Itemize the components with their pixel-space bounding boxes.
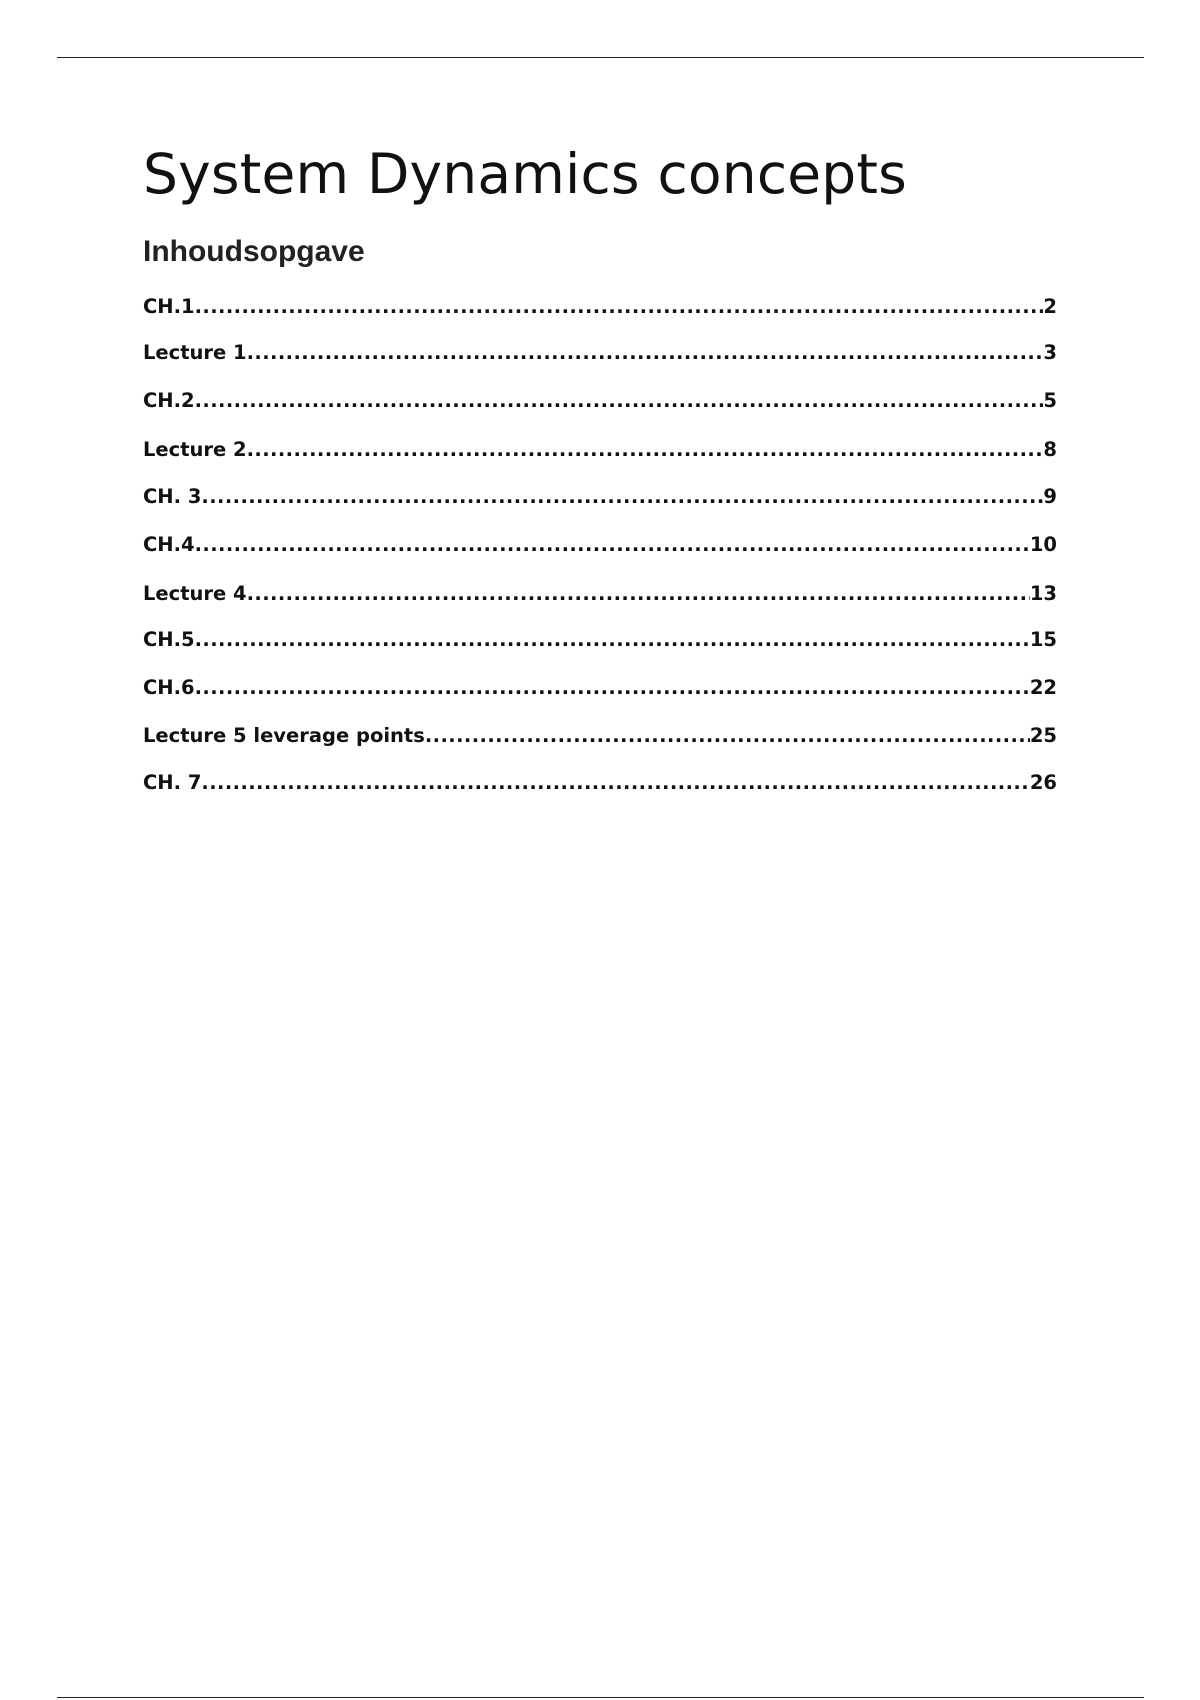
toc-entry-page: 22	[1029, 676, 1057, 699]
toc-dot-leader	[195, 627, 1030, 653]
toc-entry-page: 15	[1029, 628, 1057, 651]
toc-entry[interactable]	[143, 484, 1057, 510]
toc-heading: Inhoudsopgave	[143, 235, 365, 268]
toc-entry-label: CH.1	[143, 295, 195, 318]
toc-entry-label: Lecture 2	[143, 438, 247, 461]
header-rule	[57, 57, 1144, 58]
toc-dot-leader	[247, 340, 1044, 366]
toc-dot-leader	[247, 581, 1030, 607]
toc-entry-label: Lecture 4	[143, 582, 247, 605]
toc-entry-label: CH. 7	[143, 771, 202, 794]
toc-dot-leader	[247, 437, 1044, 463]
toc-entry-label: CH.5	[143, 628, 195, 651]
toc-entry-page: 2	[1043, 295, 1057, 318]
toc-entry-page: 3	[1043, 341, 1057, 364]
document-title: System Dynamics concepts	[143, 142, 908, 206]
toc-entry[interactable]	[143, 388, 1057, 414]
toc-entry[interactable]	[143, 723, 1057, 749]
toc-entry-label: CH.6	[143, 676, 195, 699]
toc-entry-page: 25	[1029, 724, 1057, 747]
toc-dot-leader	[425, 723, 1030, 749]
toc-entry[interactable]	[143, 437, 1057, 463]
toc-entry-label: Lecture 1	[143, 341, 247, 364]
footer-rule	[57, 1697, 1144, 1698]
toc-entry-label: CH.4	[143, 533, 195, 556]
toc-entry-page: 9	[1043, 485, 1057, 508]
toc-entry-page: 13	[1029, 582, 1057, 605]
toc-entry-page: 5	[1043, 389, 1057, 412]
toc-entry[interactable]	[143, 770, 1057, 796]
toc-dot-leader	[195, 388, 1044, 414]
toc-dot-leader	[195, 294, 1044, 320]
toc-entry[interactable]	[143, 581, 1057, 607]
toc-entry[interactable]	[143, 675, 1057, 701]
toc-entry-page: 10	[1029, 533, 1057, 556]
toc-dot-leader	[201, 484, 1043, 510]
toc-entry-page: 8	[1043, 438, 1057, 461]
toc-dot-leader	[195, 532, 1030, 558]
toc-entry-label: Lecture 5 leverage points	[143, 724, 425, 747]
toc-entry[interactable]	[143, 627, 1057, 653]
toc-dot-leader	[195, 675, 1030, 701]
toc-entry-label: CH.2	[143, 389, 195, 412]
toc-entry-label: CH. 3	[143, 485, 202, 508]
toc-entry-page: 26	[1029, 771, 1057, 794]
toc-entry[interactable]	[143, 294, 1057, 320]
toc-entry[interactable]	[143, 340, 1057, 366]
toc-dot-leader	[201, 770, 1029, 796]
toc-entry[interactable]	[143, 532, 1057, 558]
